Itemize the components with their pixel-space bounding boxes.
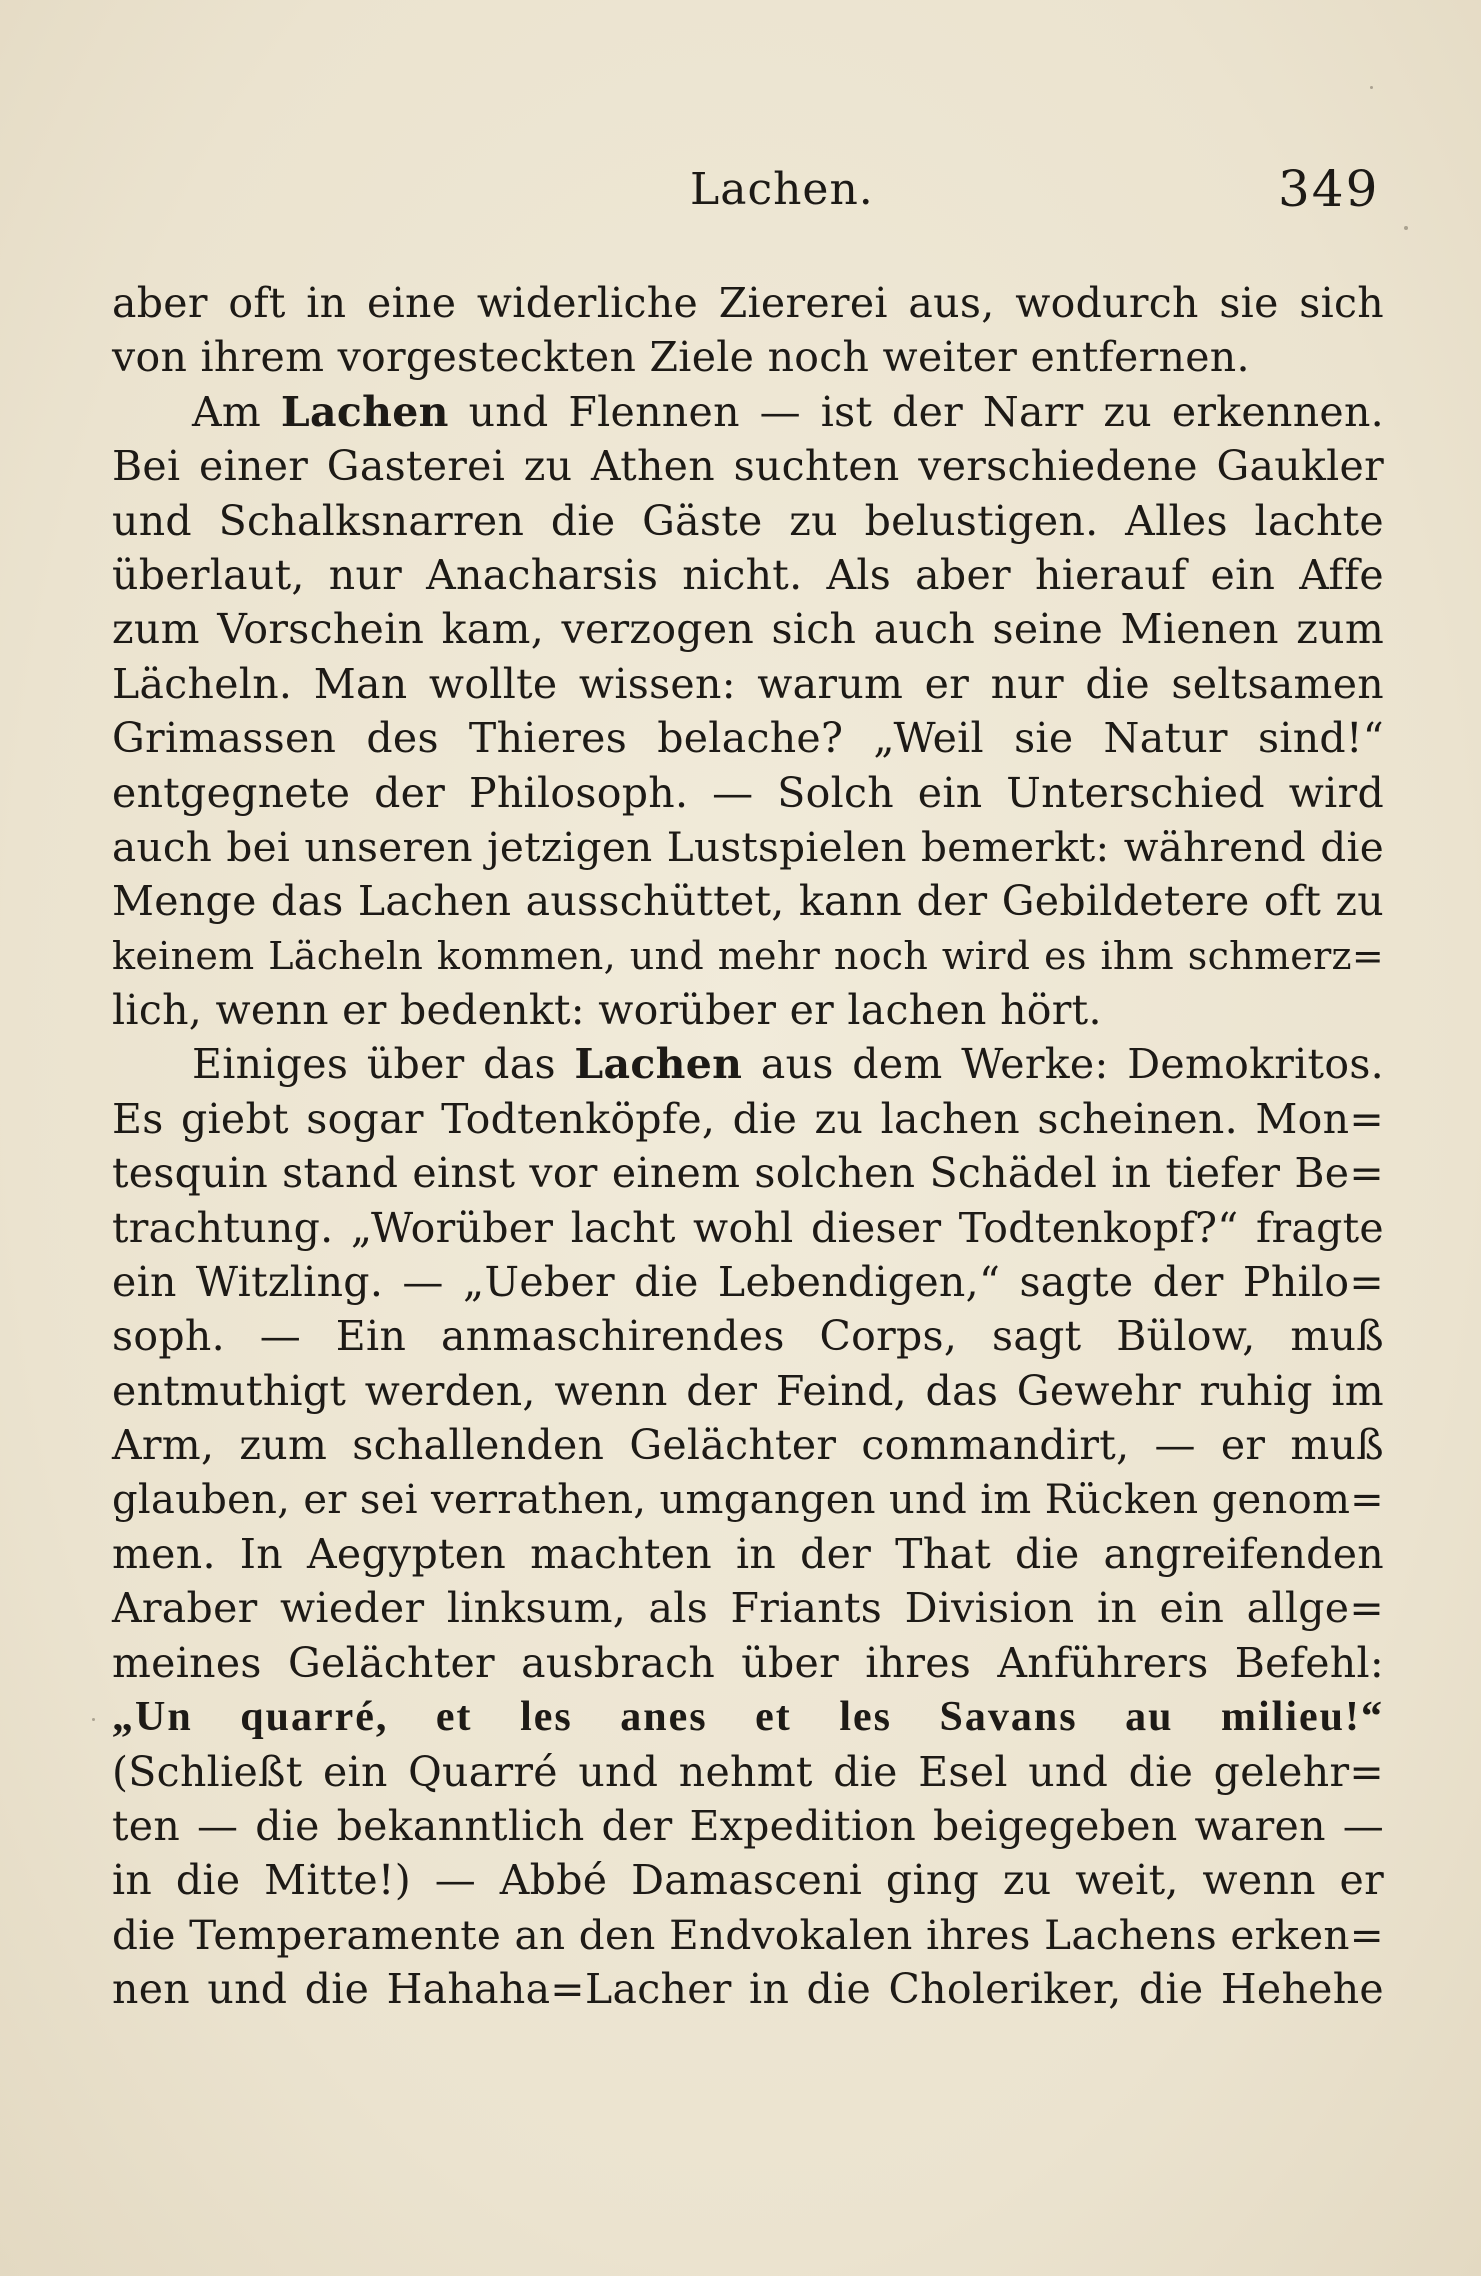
text-line	[112, 1037, 1384, 1091]
emphasized-word: Lachen	[280, 387, 449, 436]
text-line: Araber wieder linksum, als Friants Division in ein allge=	[112, 1584, 1384, 1633]
text-line: von ihrem vorgesteckten Ziele noch weiter entfernen.	[112, 333, 1250, 382]
text-line: entgegnete der Philosoph. — Solch ein Unterschied wird	[112, 768, 1384, 817]
text-line: in die Mitte!) — Abbé Damasceni ging zu weit, wenn er	[112, 1856, 1384, 1905]
text-line: zum Vorschein kam, verzogen sich auch seine Mienen zum	[112, 605, 1384, 654]
text-line-segment: und Flennen — ist der Narr zu erkennen.	[448, 387, 1384, 436]
text-line: die Temperamente an den Endvokalen ihres Lachens erken=	[112, 1910, 1384, 1959]
text-line: ein Witzling. — „Ueber die Lebendigen,“ sagte der Philo=	[112, 1258, 1384, 1307]
text-line: ten — die bekanntlich der Expedition beigegeben waren —	[112, 1801, 1384, 1850]
text-line: nen und die Hahaha=Lacher in die Choleriker, die Hehehe	[112, 1965, 1384, 2014]
text-line: Arm, zum schallenden Gelächter commandirt, — er muß	[112, 1421, 1384, 1470]
text-line: Menge das Lachen ausschüttet, kann der Gebildetere oft zu	[112, 877, 1384, 926]
text-line: glauben, er sei verrathen, umgangen und im Rücken genom=	[112, 1476, 1384, 1523]
text-line: Grimassen des Thieres belache? „Weil sie Natur sind!“	[112, 714, 1384, 763]
text-line: lich, wenn er bedenkt: worüber er lachen hört.	[112, 986, 1102, 1035]
text-line: keinem Lächeln kommen, und mehr noch wird es ihm schmerz=	[112, 933, 1384, 978]
text-line: Bei einer Gasterei zu Athen suchten verschiedene Gaukler	[112, 442, 1384, 491]
text-line-segment: aus dem Werke: Demokritos.	[742, 1040, 1384, 1089]
running-head	[0, 156, 1481, 226]
paper-speck	[92, 1718, 95, 1721]
text-line: Es giebt sogar Todtenköpfe, die zu lachen scheinen. Mon=	[112, 1094, 1384, 1143]
text-line: men. In Aegypten machten in der That die angreifenden	[112, 1529, 1384, 1578]
page-number: 349	[1278, 160, 1380, 218]
text-line-segment: Am	[192, 387, 281, 436]
text-line	[112, 385, 1384, 439]
text-line: entmuthigt werden, wenn der Feind, das Gewehr ruhig im	[112, 1366, 1384, 1415]
paper-speck	[1404, 226, 1408, 230]
text-line: tesquin stand einst vor einem solchen Schädel in tiefer Be=	[112, 1149, 1384, 1198]
body-text	[112, 276, 1384, 2017]
paper-speck	[1370, 86, 1373, 89]
text-line: auch bei unseren jetzigen Lustspielen bemerkt: während die	[112, 822, 1384, 871]
text-line: (Schließt ein Quarré und nehmt die Esel und die gelehr=	[112, 1747, 1384, 1796]
text-line: soph. — Ein anmaschirendes Corps, sagt Bülow, muß	[112, 1312, 1384, 1361]
text-line: überlaut, nur Anacharsis nicht. Als aber hierauf ein Affe	[112, 550, 1384, 599]
text-line: und Schalksnarren die Gäste zu belustigen. Alles lachte	[112, 496, 1384, 545]
running-head-title: Lachen.	[690, 164, 874, 215]
text-line: „Un quarré, et les anes et les Savans au milieu!“	[112, 1694, 1384, 1741]
text-line-segment: Einiges über das	[192, 1040, 575, 1089]
text-line: Lächeln. Man wollte wissen: warum er nur die seltsamen	[112, 659, 1384, 708]
emphasized-word: Lachen	[574, 1040, 743, 1089]
text-line: aber oft in eine widerliche Ziererei aus, wodurch sie sich	[112, 279, 1384, 327]
text-line: trachtung. „Worüber lacht wohl dieser Todtenkopf?“ fragte	[112, 1203, 1384, 1252]
text-line: meines Gelächter ausbrach über ihres Anführers Befehl:	[112, 1638, 1384, 1687]
